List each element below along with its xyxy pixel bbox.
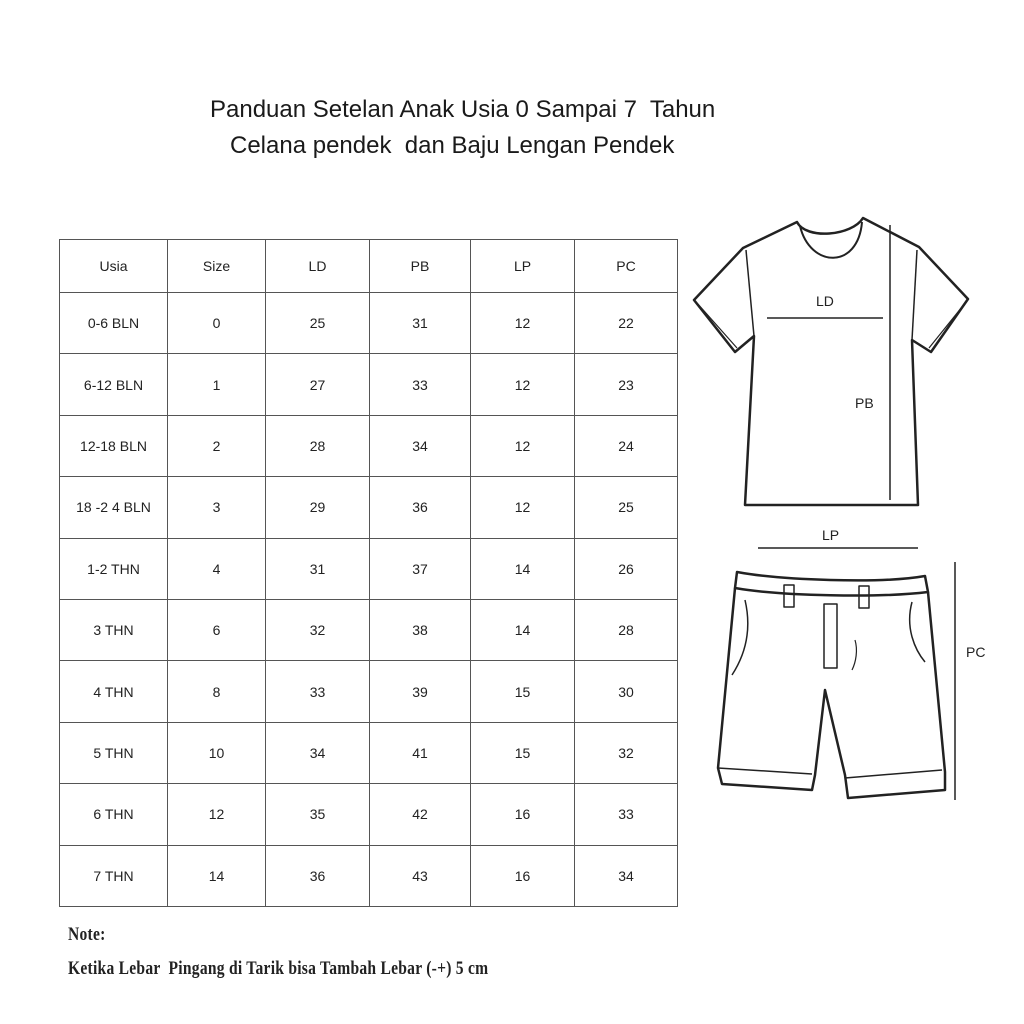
cell-usia: 12-18 BLN [60, 415, 168, 476]
note-heading: Note: [68, 924, 106, 945]
cell-ld: 29 [266, 477, 370, 538]
cell-lp: 16 [471, 845, 575, 906]
cell-lp: 14 [471, 538, 575, 599]
cell-usia: 5 THN [60, 722, 168, 783]
cell-lp: 15 [471, 661, 575, 722]
cell-usia: 3 THN [60, 599, 168, 660]
header-pb: PB [370, 240, 471, 293]
cell-pb: 41 [370, 722, 471, 783]
cell-ld: 31 [266, 538, 370, 599]
cell-ld: 25 [266, 293, 370, 354]
cell-usia: 7 THN [60, 845, 168, 906]
tshirt-drawing [694, 218, 968, 505]
cell-ld: 27 [266, 354, 370, 415]
cell-pc: 28 [575, 599, 678, 660]
cell-pc: 33 [575, 784, 678, 845]
cell-ld: 28 [266, 415, 370, 476]
header-lp: LP [471, 240, 575, 293]
cell-pb: 42 [370, 784, 471, 845]
cell-usia: 1-2 THN [60, 538, 168, 599]
cell-pc: 32 [575, 722, 678, 783]
cell-usia: 4 THN [60, 661, 168, 722]
cell-lp: 14 [471, 599, 575, 660]
cell-pc: 30 [575, 661, 678, 722]
cell-pc: 25 [575, 477, 678, 538]
cell-ld: 33 [266, 661, 370, 722]
header-ld: LD [266, 240, 370, 293]
cell-size: 1 [168, 354, 266, 415]
cell-lp: 12 [471, 354, 575, 415]
cell-size: 6 [168, 599, 266, 660]
page-title: Panduan Setelan Anak Usia 0 Sampai 7 Tahun [210, 96, 716, 123]
cell-size: 8 [168, 661, 266, 722]
cell-usia: 18 -2 4 BLN [60, 477, 168, 538]
cell-size: 12 [168, 784, 266, 845]
cell-pb: 33 [370, 354, 471, 415]
header-pc: PC [575, 240, 678, 293]
cell-pc: 24 [575, 415, 678, 476]
cell-pb: 34 [370, 415, 471, 476]
pb-label: PB [855, 395, 874, 411]
page-subtitle: Celana pendek dan Baju Lengan Pendek [230, 132, 675, 159]
cell-pc: 34 [575, 845, 678, 906]
cell-size: 0 [168, 293, 266, 354]
cell-usia: 0-6 BLN [60, 293, 168, 354]
cell-lp: 16 [471, 784, 575, 845]
cell-pb: 31 [370, 293, 471, 354]
cell-ld: 32 [266, 599, 370, 660]
lp-label: LP [822, 527, 840, 543]
cell-size: 4 [168, 538, 266, 599]
cell-pb: 39 [370, 661, 471, 722]
header-size: Size [168, 240, 266, 293]
cell-lp: 12 [471, 415, 575, 476]
cell-pb: 43 [370, 845, 471, 906]
cell-pc: 22 [575, 293, 678, 354]
cell-pc: 23 [575, 354, 678, 415]
cell-size: 2 [168, 415, 266, 476]
cell-usia: 6-12 BLN [60, 354, 168, 415]
ld-label: LD [816, 293, 834, 309]
cell-pb: 38 [370, 599, 471, 660]
cell-ld: 35 [266, 784, 370, 845]
cell-ld: 34 [266, 722, 370, 783]
cell-pb: 37 [370, 538, 471, 599]
cell-lp: 15 [471, 722, 575, 783]
shorts-drawing [718, 572, 945, 798]
cell-pb: 36 [370, 477, 471, 538]
cell-pc: 26 [575, 538, 678, 599]
cell-usia: 6 THN [60, 784, 168, 845]
header-usia: Usia [60, 240, 168, 293]
pc-label: PC [966, 644, 986, 660]
note-text: Ketika Lebar Pingang di Tarik bisa Tambah Lebar (-+) 5 cm [68, 958, 489, 979]
cell-ld: 36 [266, 845, 370, 906]
cell-size: 14 [168, 845, 266, 906]
cell-lp: 12 [471, 477, 575, 538]
cell-size: 3 [168, 477, 266, 538]
cell-lp: 12 [471, 293, 575, 354]
cell-size: 10 [168, 722, 266, 783]
